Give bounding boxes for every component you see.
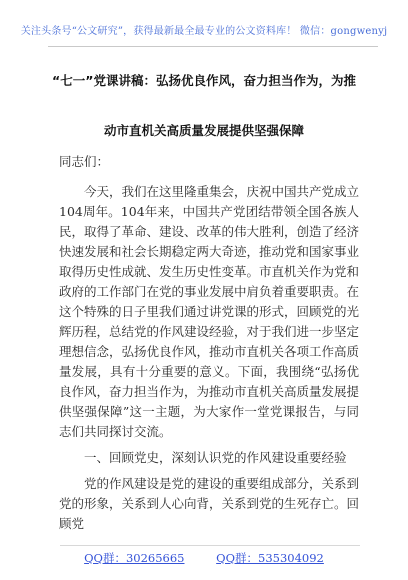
qq-group-link-2[interactable]: QQ群：535304092 xyxy=(216,551,324,565)
footer xyxy=(0,550,408,566)
paragraph-2: 党的作风建设是党的建设的重要组成部分，关系到党的形象，关系到人心向背，关系到党的生死存亡。回顾党 xyxy=(59,476,360,531)
paragraph-1: 今天，我们在这里隆重集会，庆祝中国共产党成立104周年。104年来，中国共产党团结带领全国各族人民，取得了革命、建设、改革的伟大胜利，创造了经济快速发展和社会长期稳定两大奇迹，推动党和国家事业取得历史性成就、发生历史性变革。市直机关作为党和政府的工作部门在党的事业发展中肩负着重要职责。在这个特殊的日子里我们通过讲党课的形式，回顾党的光辉历程，总结党的作风建设经验，对于我们进一步坚定理想信念，弘扬优良作风，推动市直机关各项工作高质量发展，具有十分重要的意义。下面，我围绕“弘扬优良作风，奋力担当作为，为推动市直机关高质量发展提供坚强保障”这一主题，为大家作一堂党课报告，与同志们共同探讨交流。 xyxy=(59,184,360,439)
footer-divider xyxy=(60,545,360,546)
header-divider xyxy=(48,46,378,47)
qq-group-link-1[interactable]: QQ群：30265665 xyxy=(84,551,185,565)
section-heading-1: 一、回顾党史，深刻认识党的作风建设重要经验 xyxy=(84,450,347,465)
document-title-line-2: 动市直机关高质量发展提供坚强保障 xyxy=(103,123,304,138)
greeting: 同志们： xyxy=(59,154,110,169)
document-title-line-1: “七一”党课讲稿：弘扬优良作风，奋力担当作为，为推 xyxy=(52,73,356,88)
header-banner: 关注头条号“公文研究”，获得最新最全最专业的公文资料库！ 微信：gongwenyj xyxy=(20,26,388,37)
document-body xyxy=(59,152,359,534)
